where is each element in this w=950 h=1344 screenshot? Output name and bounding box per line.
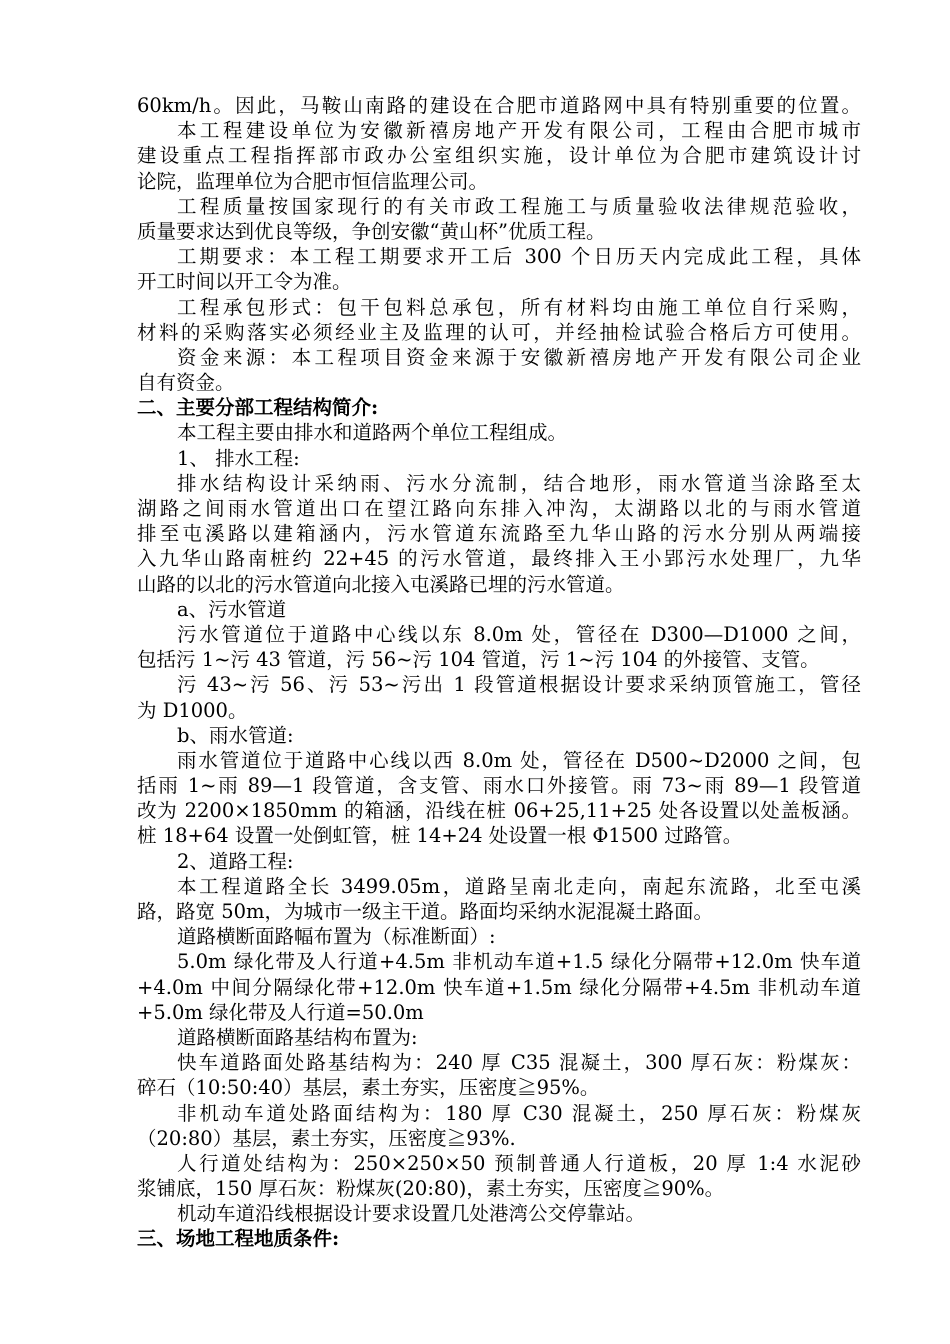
body-text-line: （20:80）基层，素土夯实，压密度≧93%. bbox=[137, 1126, 516, 1150]
section-heading: 三、场地工程地质条件: bbox=[137, 1227, 340, 1251]
body-text-line: 工期要求：本工程工期要求开工后 300 个日历天内完成此工程，具体 bbox=[177, 245, 861, 269]
body-text-line: 道路横断面路基结构布置为: bbox=[177, 1025, 418, 1049]
body-text-line: 机动车道沿线根据设计要求设置几处港湾公交停靠站。 bbox=[177, 1202, 646, 1226]
body-text-line: 本工程主要由排水和道路两个单位工程组成。 bbox=[177, 421, 568, 445]
body-text-line: 雨水管道位于道路中心线以西 8.0m 处，管径在 D500~D2000 之间，包 bbox=[177, 748, 861, 772]
body-text-line: 污 43~污 56、污 53~污出 1 段管道根据设计要求采纳顶管施工，管径 bbox=[177, 673, 861, 697]
body-text-line: a、污水管道 bbox=[177, 597, 287, 621]
body-text-line: 碎石（10:50:40）基层，素土夯实，压密度≧95%。 bbox=[137, 1076, 600, 1100]
document-page bbox=[137, 93, 861, 1252]
body-text-line: 1、 排水工程: bbox=[177, 446, 300, 470]
body-text-line: 本工程道路全长 3499.05m，道路呈南北走向，南起东流路，北至屯溪 bbox=[177, 874, 861, 898]
body-text-line: 排至屯溪路以建箱涵内，污水管道东流路至九华山路的污水分别从两端接 bbox=[137, 522, 861, 546]
body-text-line: 污水管道位于道路中心线以东 8.0m 处，管径在 D300—D1000 之间， bbox=[177, 622, 861, 646]
body-text-line: 快车道路面处路基结构为：240 厚 C35 混凝土，300 厚石灰：粉煤灰： bbox=[177, 1051, 861, 1075]
body-text-line: 质量要求达到优良等级，争创安徽“黄山杯”优质工程。 bbox=[137, 219, 606, 243]
body-text-line: 湖路之间雨水管道出口在望江路向东排入冲沟，太湖路以北的与雨水管道 bbox=[137, 497, 861, 520]
body-text-line: 括雨 1~雨 89—1 段管道，含支管、雨水口外接管。雨 73~雨 89—1 段管道 bbox=[137, 774, 861, 798]
body-text-line: 本工程建设单位为安徽新禧房地产开发有限公司，工程由合肥市城市 bbox=[177, 119, 861, 143]
body-text-line: 入九华山路南桩约 22+45 的污水管道，最终排入王小郢污水处理厂，九华 bbox=[137, 547, 861, 571]
body-text-line: 为 D1000。 bbox=[137, 698, 248, 722]
body-text-line: 建设重点工程指挥部市政办公室组织实施，设计单位为合肥市建筑设计讨 bbox=[137, 144, 861, 168]
body-text-line: 排水结构设计采纳雨、污水分流制，结合地形，雨水管道当涂路至太 bbox=[177, 471, 861, 495]
body-text-line: 开工时间以开工令为准。 bbox=[137, 270, 352, 294]
body-text-line: 工程承包形式：包干包料总承包，所有材料均由施工单位自行采购， bbox=[177, 295, 861, 319]
body-text-line: 道路横断面路幅布置为（标准断面）: bbox=[177, 925, 496, 949]
body-text-line: +4.0m 中间分隔绿化带+12.0m 快车道+1.5m 绿化分隔带+4.5m 非机动车道 bbox=[137, 975, 861, 999]
body-text-line: 60km/h。因此，马鞍山南路的建设在合肥市道路网中具有特别重要的位置。 bbox=[137, 94, 861, 117]
body-text-line: 浆铺底，150 厚石灰：粉煤灰(20:80)，素土夯实，压密度≧90%。 bbox=[137, 1177, 725, 1201]
body-text-line: +5.0m 绿化带及人行道=50.0m bbox=[137, 1000, 424, 1024]
body-text-line: 自有资金。 bbox=[137, 371, 235, 395]
body-text-line: 改为 2200×1850mm 的箱涵，沿线在桩 06+25,11+25 处各设置以处盖板涵。 bbox=[137, 799, 861, 823]
body-text-line: 工程质量按国家现行的有关市政工程施工与质量验收法律规范验收， bbox=[177, 194, 861, 218]
body-text-line: 包括污 1~污 43 管道，污 56~污 104 管道，污 1~污 104 的外接管、支管。 bbox=[137, 648, 820, 672]
body-text-line: 材料的采购落实必须经业主及监理的认可，并经抽检试验合格后方可使用。 bbox=[137, 320, 861, 344]
body-text-line: 路，路宽 50m，为城市一级主干道。路面均采纳水泥混凝土路面。 bbox=[137, 900, 714, 923]
body-text-line: 非机动车道处路面结构为：180 厚 C30 混凝土，250 厚石灰：粉煤灰 bbox=[177, 1101, 861, 1125]
body-text-line: b、雨水管道: bbox=[177, 723, 294, 747]
body-text-line: 桩 18+64 设置一处倒虹管，桩 14+24 处设置一根 Φ1500 过路管。 bbox=[137, 824, 743, 848]
section-heading: 二、主要分部工程结构简介: bbox=[137, 396, 379, 420]
body-text-line: 山路的以北的污水管道向北接入屯溪路已埋的污水管道。 bbox=[137, 572, 625, 596]
body-text-line: 资金来源：本工程项目资金来源于安徽新禧房地产开发有限公司企业 bbox=[177, 345, 861, 369]
body-text-line: 2、道路工程: bbox=[177, 849, 294, 873]
body-text-line: 论院，监理单位为合肥市恒信监理公司。 bbox=[137, 169, 489, 193]
body-text-line: 人行道处结构为：250×250×50 预制普通人行道板，20 厚 1:4 水泥砂 bbox=[177, 1151, 861, 1175]
body-text-line: 5.0m 绿化带及人行道+4.5m 非机动车道+1.5 绿化分隔带+12.0m 快车道 bbox=[177, 950, 861, 974]
